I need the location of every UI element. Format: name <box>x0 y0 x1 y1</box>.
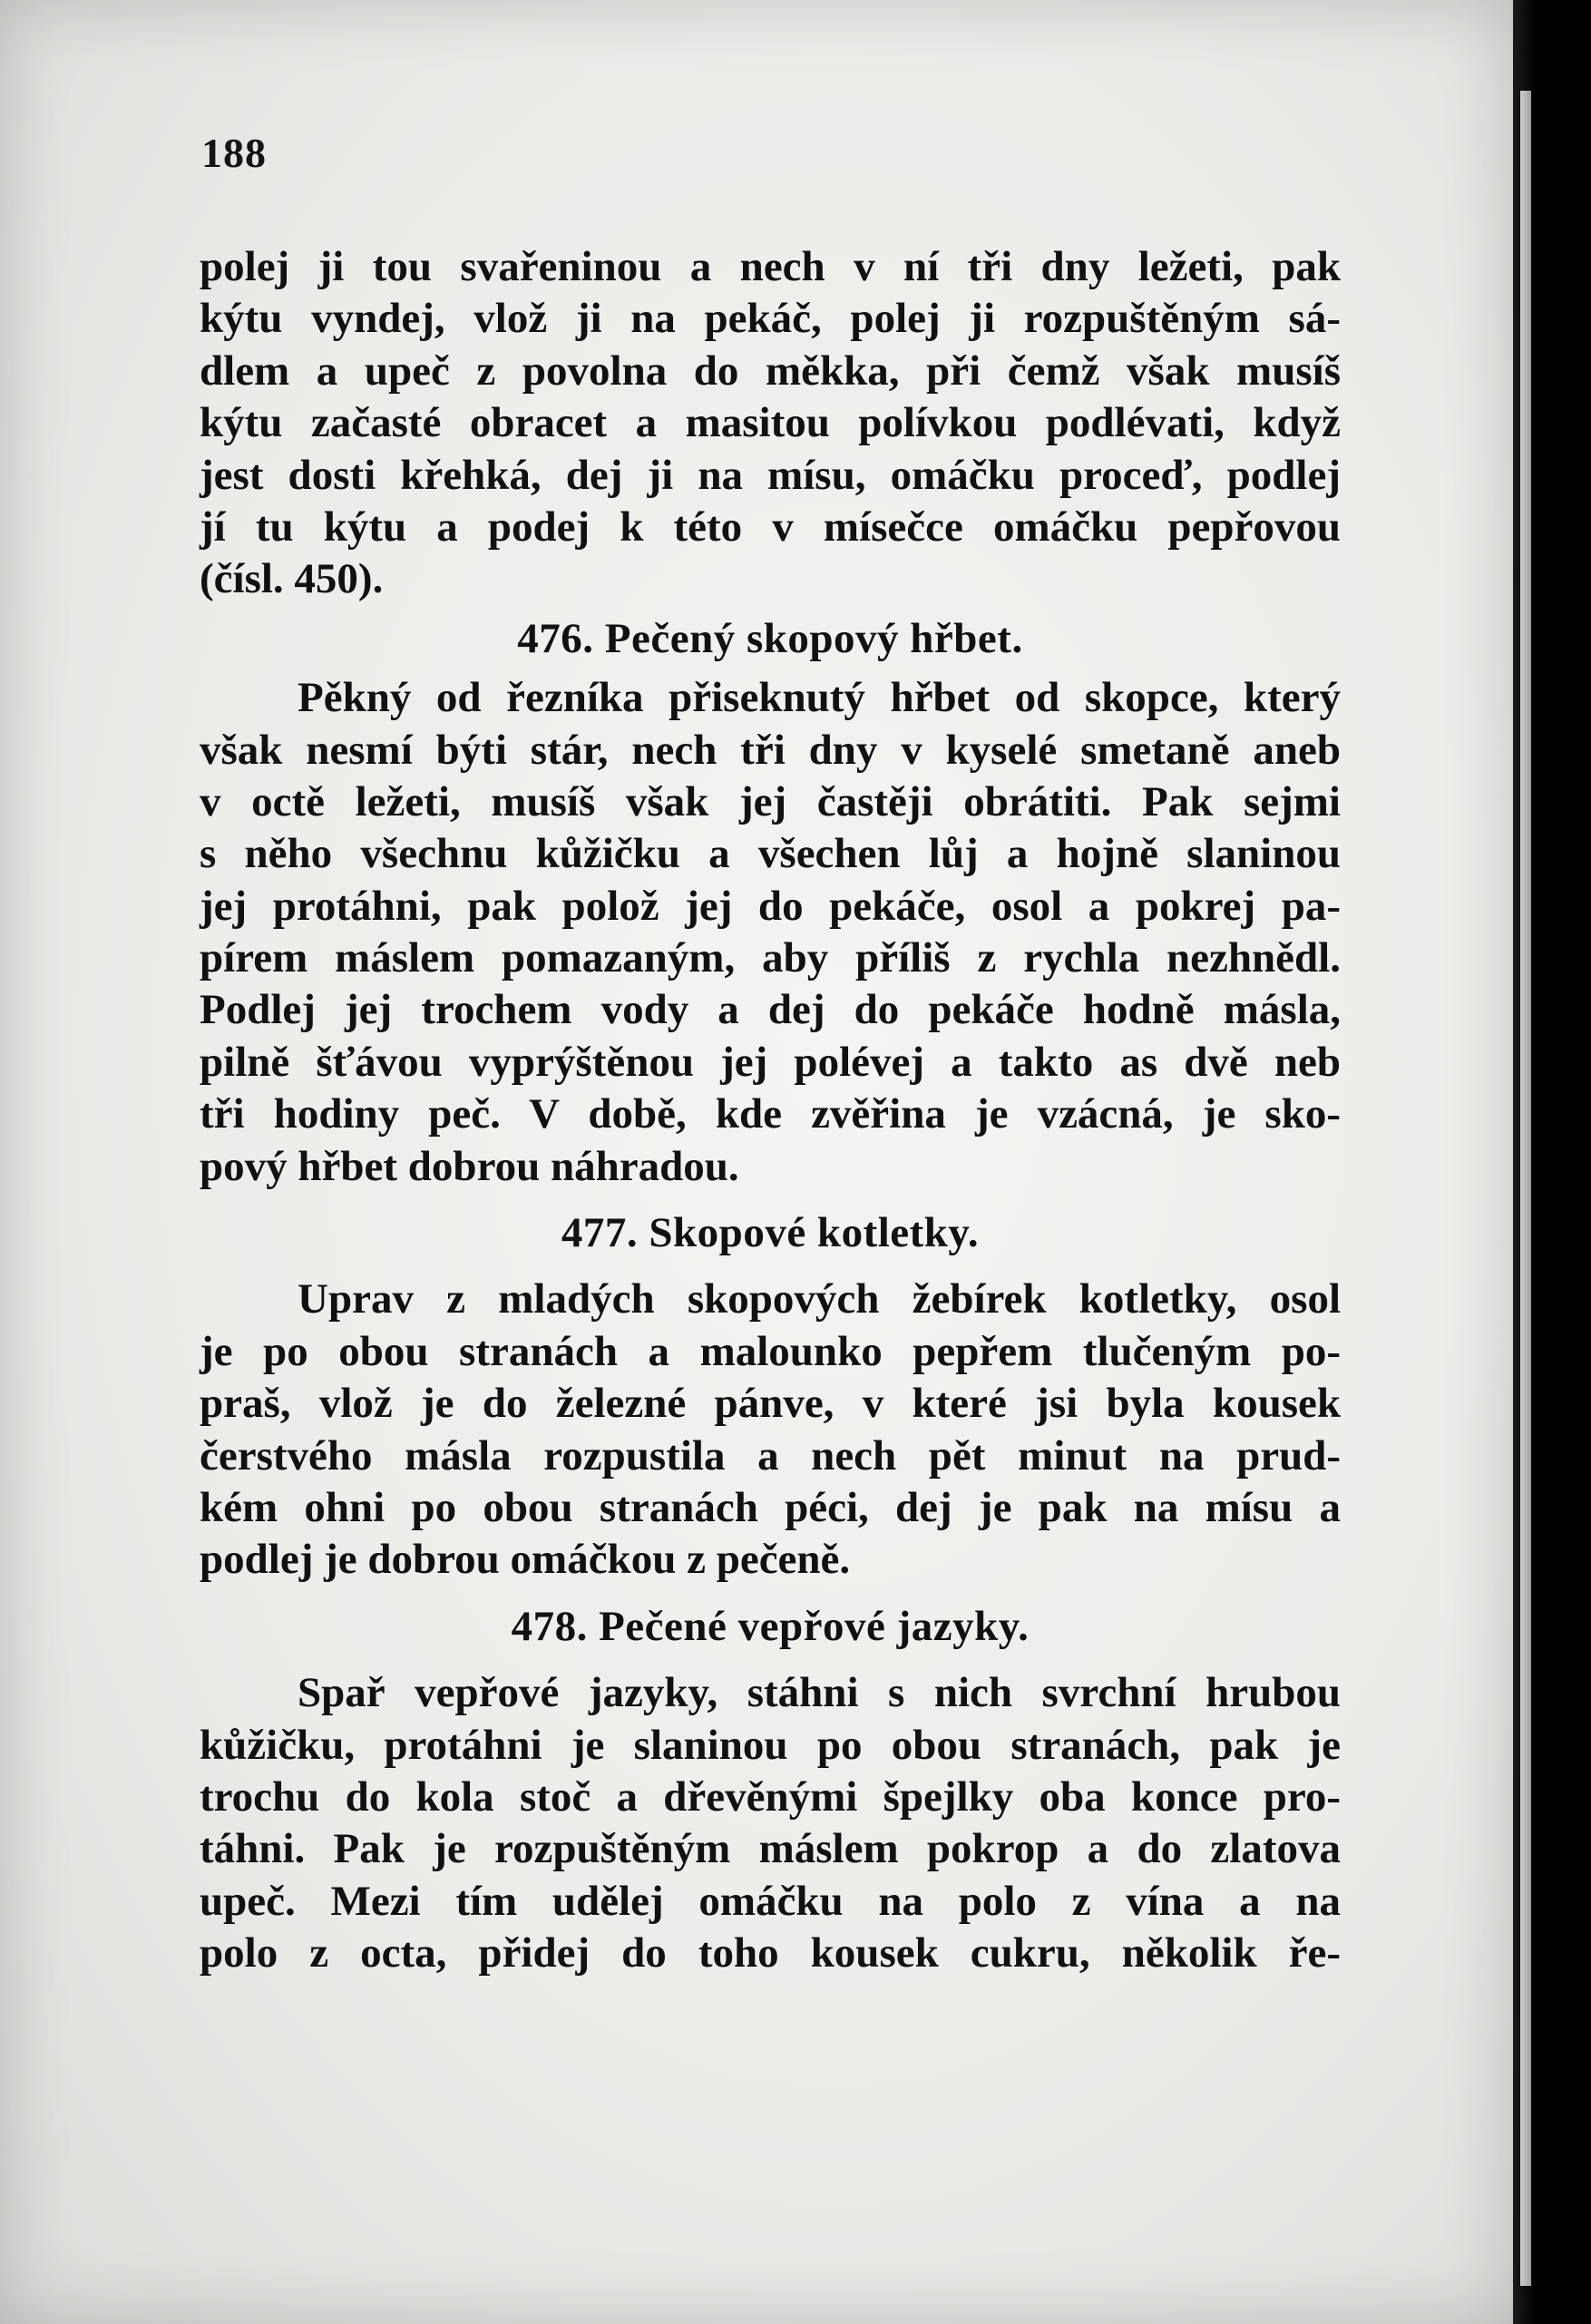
text-line: upeč. Mezi tím udělej omáčku na polo z vína a na <box>200 1877 1341 1925</box>
text-line: kůžičku, protáhni je slaninou po obou stranách, pak je <box>200 1721 1341 1769</box>
text-line: Spař vepřové jazyky, stáhni s nich svrchní hrubou <box>298 1669 1341 1717</box>
text-line: dlem a upeč z povolna do měkka, při čemž však musíš <box>200 347 1341 395</box>
page-edge <box>1520 91 1531 2286</box>
text-line: v octě ležeti, musíš však jej častěji obrátiti. Pak sejmi <box>200 777 1341 825</box>
text-line: kýtu začasté obracet a masitou polívkou podlévati, když <box>200 399 1341 447</box>
text-line: (čísl. 450). <box>200 555 384 603</box>
text-line: polo z octa, přidej do toho kousek cukru, několik ře- <box>200 1929 1341 1977</box>
text-line: Pěkný od řezníka přiseknutý hřbet od skopce, který <box>298 674 1341 722</box>
text-line: pový hřbet dobrou náhradou. <box>200 1142 739 1190</box>
text-line: trochu do kola stoč a dřevěnými špejlky oba konce pro- <box>200 1772 1341 1821</box>
text-line: kýtu vyndej, vlož ji na pekáč, polej ji rozpuštěným sá- <box>200 295 1341 343</box>
text-line: praš, vlož je do železné pánve, v které jsi byla kousek <box>200 1380 1341 1428</box>
text-line: pilně šťávou vyprýštěnou jej polévej a takto as dvě neb <box>200 1038 1341 1086</box>
text-line: jej protáhni, pak polož jej do pekáče, osol a pokrej pa- <box>200 882 1341 930</box>
text-line: tři hodiny peč. V době, kde zvěřina je vzácná, je sko- <box>200 1090 1341 1138</box>
page-text <box>200 241 1341 1980</box>
text-line: kém ohni po obou stranách péci, dej je pak na mísu a <box>200 1483 1341 1531</box>
text-line: Podlej jej trochem vody a dej do pekáče hodně másla, <box>200 986 1341 1034</box>
text-line: táhni. Pak je rozpuštěným máslem pokrop a do zlatova <box>200 1825 1341 1873</box>
text-line: však nesmí býti stár, nech tři dny v kyselé smetaně aneb <box>200 726 1341 774</box>
text-line: je po obou stranách a malounko pepřem tlučeným po- <box>200 1327 1341 1375</box>
text-line: podlej je dobrou omáčkou z pečeně. <box>200 1536 851 1584</box>
text-line: pírem máslem pomazaným, aby příliš z rychla nezhnědl. <box>200 934 1341 982</box>
text-line: Uprav z mladých skopových žebírek kotletky, osol <box>298 1275 1341 1323</box>
text-line: čerstvého másla rozpustila a nech pět minut na prud- <box>200 1431 1341 1479</box>
recipe-heading: 477. Skopové kotletky. <box>561 1209 980 1257</box>
page-number: 188 <box>201 130 267 176</box>
text-line: polej ji tou svařeninou a nech v ní tři dny ležeti, pak <box>200 243 1341 290</box>
recipe-heading: 478. Pečené vepřové jazyky. <box>511 1602 1030 1650</box>
text-line: jest dosti křehká, dej ji na mísu, omáčku proceď, podlej <box>200 451 1341 499</box>
text-line: jí tu kýtu a podej k této v mísečce omáčku pepřovou <box>200 503 1341 551</box>
text-line: s něho všechnu kůžičku a všechen lůj a hojně slaninou <box>200 830 1341 878</box>
recipe-heading: 476. Pečený skopový hřbet. <box>517 614 1023 662</box>
